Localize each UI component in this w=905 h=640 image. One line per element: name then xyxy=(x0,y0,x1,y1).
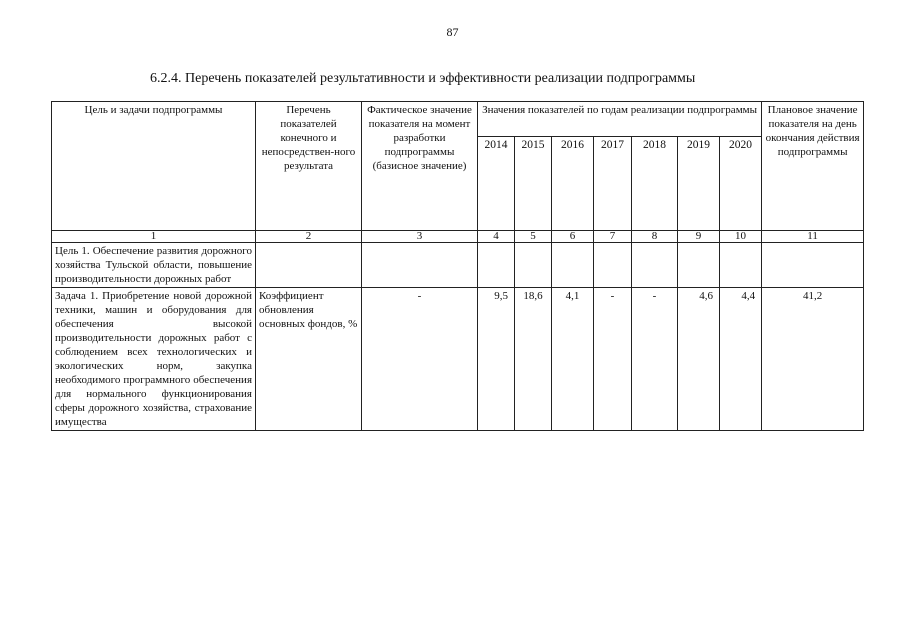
column-number: 4 xyxy=(478,231,515,243)
column-number: 5 xyxy=(515,231,552,243)
year-value-cell: 4,1 xyxy=(552,288,594,431)
table-row-task xyxy=(52,288,864,431)
column-number: 9 xyxy=(678,231,720,243)
year-value-cell xyxy=(678,243,720,288)
year-value-cell xyxy=(720,243,762,288)
planned-cell xyxy=(762,243,864,288)
header-indicators: Перечень показателей конечного и непосредствен-ного результата xyxy=(256,102,362,231)
column-number: 3 xyxy=(362,231,478,243)
indicator-cell xyxy=(256,243,362,288)
planned-cell: 41,2 xyxy=(762,288,864,431)
year-value-cell xyxy=(515,243,552,288)
header-planned: Плановое значение показателя на день окончания действия подпрограммы xyxy=(762,102,864,231)
year-value-cell: 9,5 xyxy=(478,288,515,431)
column-number: 11 xyxy=(762,231,864,243)
header-year: 2015 xyxy=(515,137,552,231)
actual-cell xyxy=(362,243,478,288)
header-goal: Цель и задачи подпрограммы xyxy=(52,102,256,231)
header-years-group: Значения показателей по годам реализации подпрограммы xyxy=(478,102,762,137)
year-value-cell xyxy=(478,243,515,288)
year-value-cell: - xyxy=(594,288,632,431)
column-number: 7 xyxy=(594,231,632,243)
header-year: 2019 xyxy=(678,137,720,231)
year-value-cell: - xyxy=(632,288,678,431)
header-row-top xyxy=(52,102,864,137)
table-row-goal xyxy=(52,243,864,288)
year-value-cell xyxy=(594,243,632,288)
year-value-cell: 4,6 xyxy=(678,288,720,431)
goal-cell: Цель 1. Обеспечение развития дорожного хозяйства Тульской области, повышение производительности дорожных работ xyxy=(52,243,256,288)
header-year: 2016 xyxy=(552,137,594,231)
header-actual: Фактическое значение показателя на момент разработки подпрограммы (базисное значение) xyxy=(362,102,478,231)
header-year: 2017 xyxy=(594,137,632,231)
year-value-cell: 4,4 xyxy=(720,288,762,431)
column-number-row xyxy=(52,231,864,243)
year-value-cell xyxy=(552,243,594,288)
indicator-cell: Коэффициент обновления основных фондов, % xyxy=(256,288,362,431)
indicators-table xyxy=(51,101,864,431)
header-year: 2018 xyxy=(632,137,678,231)
page-number: 87 xyxy=(446,25,459,39)
column-number: 6 xyxy=(552,231,594,243)
column-number: 1 xyxy=(52,231,256,243)
column-number: 8 xyxy=(632,231,678,243)
column-number: 10 xyxy=(720,231,762,243)
actual-cell: - xyxy=(362,288,478,431)
year-value-cell xyxy=(632,243,678,288)
header-year: 2020 xyxy=(720,137,762,231)
section-title: 6.2.4. Перечень показателей результативности и эффективности реализации подпрограммы xyxy=(150,71,696,86)
goal-cell: Задача 1. Приобретение новой дорожной техники, машин и оборудования для обеспечения высокой производительности дорожных работ с соблюдением всех технологических и экологических норм, закупка необходимого программного обеспечения для нормального функционирования сферы дорожного хозяйства, страхование имущества xyxy=(52,288,256,431)
header-year: 2014 xyxy=(478,137,515,231)
column-number: 2 xyxy=(256,231,362,243)
year-value-cell: 18,6 xyxy=(515,288,552,431)
